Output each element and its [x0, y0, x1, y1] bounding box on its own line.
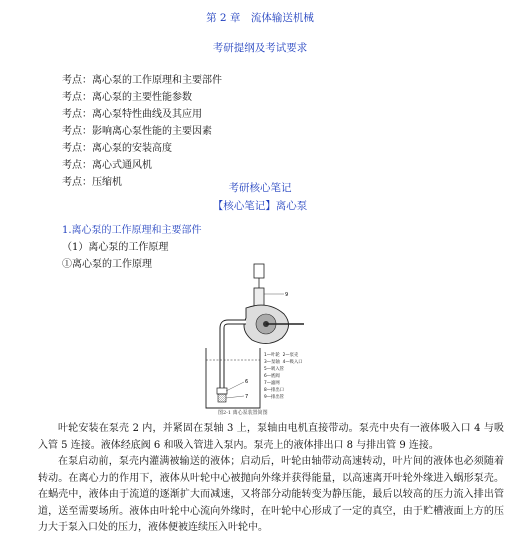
key-point-item: 考点：离心泵的安装高度: [62, 143, 172, 154]
notes-subtitle: 【核心笔记】离心泵: [212, 200, 308, 212]
svg-text:7—滤网: 7—滤网: [264, 381, 280, 386]
label-9: 9: [285, 292, 289, 298]
filter-screen: [218, 394, 226, 402]
key-point-item: 考点：离心泵的主要性能参数: [62, 92, 192, 103]
label-7: 7: [245, 394, 249, 400]
body-text: [38, 421, 504, 537]
svg-text:1—叶轮2—泵壳: 1—叶轮 2—泵壳: [264, 353, 299, 358]
subsubsection-heading: ①离心泵的工作原理: [62, 259, 152, 270]
subsection-heading: （1）离心泵的工作原理: [62, 242, 169, 253]
motor-box: [254, 264, 264, 278]
svg-text:5—吸入管: 5—吸入管: [264, 367, 284, 372]
chapter-title: 第 2 章 流体输送机械: [206, 12, 314, 24]
label-6: 6: [245, 379, 249, 385]
paragraph: 叶轮安装在泵壳 2 内，并紧固在泵轴 3 上，泵轴由电机直接带动。泵壳中央有一液体吸入口 4 与吸入管 5 连接。液体经底阀 6 和吸入管进入泵内。泵壳上的液体排出口 8 与排出管 9 连接。: [38, 423, 504, 451]
key-point-item: 考点：影响离心泵性能的主要因素: [62, 126, 212, 137]
paragraph: 在泵启动前，泵壳内灌满被输送的液体；启动后，叶轮由轴带动高速转动，叶片间的液体也必须随着转动。在离心力的作用下，液体从叶轮中心被抛向外缘并获得能量，以高速离开叶轮外缘进入蜗形泵壳。在蜗壳中，液体由于流道的逐渐扩大而减速，又将部分动能转变为静压能，最后以较高的压力流入排出管道，送至需要场所。液体由叶轮中心流向外缘时，在叶轮中心形成了一定的真空，由于贮槽液面上方的压力大于泵入口处的压力，液体便被连续压入叶轮中。: [38, 456, 504, 533]
svg-text:9—排出管: 9—排出管: [264, 395, 284, 400]
svg-text:8—排出口: 8—排出口: [264, 388, 284, 393]
svg-text:3—泵轴4—吸入口: 3—泵轴 4—吸入口: [264, 360, 303, 365]
key-point-item: 考点：离心泵特性曲线及其应用: [62, 109, 202, 120]
outline-title: 考研提纲及考试要求: [212, 42, 308, 54]
notes-title: 考研核心笔记: [228, 182, 292, 194]
key-point-item: 考点：压缩机: [62, 177, 122, 188]
svg-text:6—底阀: 6—底阀: [264, 374, 280, 379]
pump-diagram: [198, 262, 338, 412]
key-point-item: 考点：离心式通风机: [62, 160, 152, 171]
liquid-tank: [206, 348, 260, 408]
section-heading: 1.离心泵的工作原理和主要部件: [62, 225, 202, 236]
key-point-item: 考点：离心泵的工作原理和主要部件: [62, 75, 222, 86]
foot-valve: [217, 388, 227, 394]
pump-diagram-svg: [198, 262, 338, 412]
suction-pipe: [222, 322, 249, 390]
figure-legend: [264, 351, 303, 400]
figure-caption: 图2-1 离心泵装置简图: [218, 410, 268, 416]
